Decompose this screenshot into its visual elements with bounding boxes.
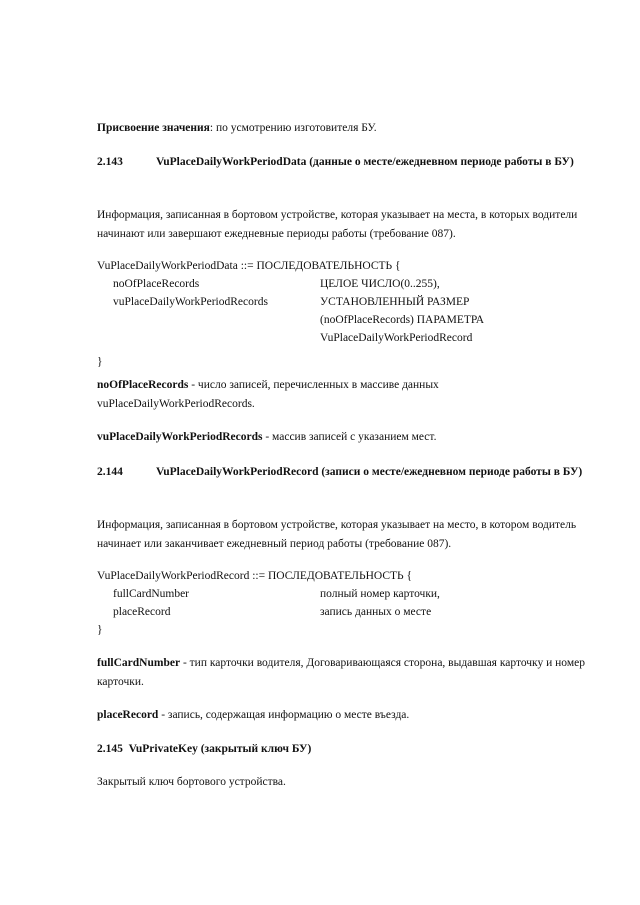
field-name: placeRecord [113, 606, 171, 618]
section-number: 2.143 [97, 156, 123, 168]
section-heading-2-144 [97, 463, 597, 503]
field-name: fullCardNumber [113, 588, 190, 600]
code-close-brace: } [97, 356, 103, 368]
definition-text: - число записей, перечисленных в массиве данных vuPlaceDailyWorkPeriodRecords. [97, 379, 439, 410]
definition-paragraph [97, 428, 597, 447]
section-heading-2-145 [97, 740, 597, 759]
section-title: VuPlaceDailyWorkPeriodRecord (записи о месте/ежедневном периоде работы в БУ) [156, 466, 583, 478]
field-type-continued: VuPlaceDailyWorkPeriodRecord [320, 332, 473, 344]
definition-text: - массив записей с указанием мест. [262, 431, 437, 443]
section-number: 2.145 [97, 743, 123, 755]
definition-term: fullCardNumber [97, 657, 181, 669]
field-type: УСТАНОВЛЕННЫЙ РАЗМЕР [320, 296, 470, 308]
code-header: VuPlaceDailyWorkPeriodData ::= ПОСЛЕДОВАТЕЛЬНОСТЬ { [97, 260, 401, 272]
section-heading-2-143 [97, 153, 597, 193]
field-type: ЦЕЛОЕ ЧИСЛО(0..255), [320, 278, 440, 290]
definition-text: - тип карточки водителя, Договаривающаяся сторона, выдавшая карточку и номер карточки. [97, 657, 585, 688]
definition-term: vuPlaceDailyWorkPeriodRecords [97, 431, 263, 443]
definition-term: noOfPlaceRecords [97, 379, 189, 391]
definition-paragraph [97, 654, 597, 692]
field-type: полный номер карточки, [320, 588, 440, 600]
field-name: noOfPlaceRecords [113, 278, 200, 290]
section-title: VuPrivateKey (закрытый ключ БУ) [128, 743, 312, 755]
section-description: Информация, записанная в бортовом устройстве, которая указывает на места, в которых водители начинают или завершают ежедневные периоды работы (требование 087). [97, 209, 578, 240]
code-close-brace: } [97, 624, 103, 636]
assignment-text: : по усмотрению изготовителя БУ. [209, 122, 377, 134]
field-type-continued: (noOfPlaceRecords) ПАРАМЕТРА [320, 314, 485, 326]
field-name: vuPlaceDailyWorkPeriodRecords [113, 296, 268, 308]
code-block [97, 257, 597, 371]
definition-paragraph [97, 376, 597, 414]
section-description: Информация, записанная в бортовом устройстве, которая указывает на место, в котором водитель начинает или заканчивает ежедневный период работы (требование 087). [97, 519, 577, 550]
definition-text: - запись, содержащая информацию о месте въезда. [158, 709, 410, 721]
definition-paragraph [97, 706, 597, 725]
section-description: Закрытый ключ бортового устройства. [97, 776, 286, 788]
code-header: VuPlaceDailyWorkPeriodRecord ::= ПОСЛЕДОВАТЕЛЬНОСТЬ { [97, 570, 413, 582]
section-number: 2.144 [97, 466, 123, 478]
section-title: VuPlaceDailyWorkPeriodData (данные о месте/ежедневном периоде работы в БУ) [156, 156, 574, 168]
assignment-paragraph [97, 119, 597, 138]
assignment-label: Присвоение значения [97, 122, 210, 134]
code-block [97, 567, 597, 639]
definition-term: placeRecord [97, 709, 159, 721]
field-type: запись данных о месте [320, 606, 432, 618]
